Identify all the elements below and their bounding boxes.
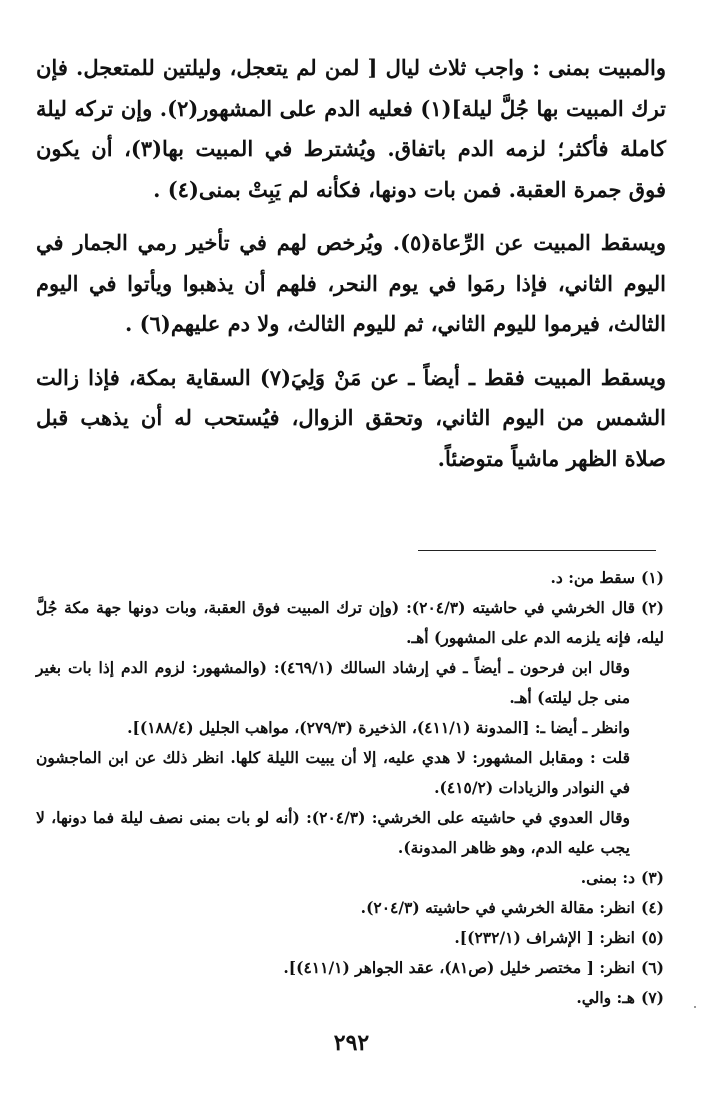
footnote-number: (١) <box>640 568 664 587</box>
paragraph-1: والمبيت بمنى : واجب ثلاث ليال [ لمن لم يتعجل، وليلتين للمتعجل. فإن ترك المبيت بها جُلَّ ليلة](١) فعليه الدم على المشهور(٢). وإن تركه ليلة كاملة فأكثر؛ لزمه الدم باتفاق. ويُشترط في المبيت بها(٣)، أن يكون فوق جمرة العقبة. فمن بات دونها، فكأنه لم يَبِتْ بمنى(٤) . <box>36 55 667 202</box>
footnote-1 <box>36 563 664 593</box>
page-number: ٢٩٢ <box>333 1030 370 1056</box>
footnote-number: (٦) <box>640 958 664 977</box>
footnote-text: سقط من: د. <box>550 568 635 587</box>
footnote-3 <box>36 863 664 893</box>
footnote-text: انظر: [ الإشراف (٢٣٢/١)]. <box>454 928 635 947</box>
footnote-2-paragraph: وقال العدوي في حاشيته على الخرشي: (٢٠٤/٣): (أنه لو بات بمنى نصف ليلة فما دونها، لا يجب عليه الدم، وهو ظاهر المدونة). <box>36 808 631 857</box>
footnote-number: (٧) <box>640 988 664 1007</box>
footnote-2-paragraph: وقال ابن فرحون ـ أيضاً ـ في إرشاد السالك (٤٦٩/١): (والمشهور: لزوم الدم إذا بات بغير منى جل ليلته) أهـ. <box>36 658 630 707</box>
footnote-5 <box>36 923 664 953</box>
main-text <box>36 48 666 492</box>
footnote-2 <box>36 593 664 653</box>
footnote-number: (٤) <box>640 898 664 917</box>
footnote-separator <box>418 550 656 551</box>
footnote-number: (٥) <box>640 928 664 947</box>
footnote-text: انظر: مقالة الخرشي في حاشيته (٢٠٤/٣). <box>360 898 635 917</box>
footnote-2-paragraph: قلت : ومقابل المشهور: لا هدي عليه، إلا أن يبيت الليلة كلها. انظر ذلك عن ابن الماجشون في النوادر والزيادات (٤١٥/٢). <box>36 748 630 797</box>
footnotes <box>36 563 664 1013</box>
footnote-6 <box>36 953 664 983</box>
footnote-number: (٣) <box>640 868 664 887</box>
footnote-number: (٢) <box>640 598 664 617</box>
footnote-text: قال الخرشي في حاشيته (٢٠٤/٣): (وإن ترك المبيت فوق العقبة، وبات دونها جهة مكة جُلَّ ليله، فإنه يلزمه الدم على المشهور) أهـ. <box>36 598 664 647</box>
footnote-text: هـ: والي. <box>576 988 635 1007</box>
footnote-text: انظر: [ مختصر خليل (ص٨١)، عقد الجواهر (٤١١/١)]. <box>283 958 635 977</box>
footnote-7 <box>36 983 664 1013</box>
footnote-2-paragraph: وانظر ـ أيضا ـ: [المدونة (٤١١/١)، الذخيرة (٢٧٩/٣)، مواهب الجليل (١٨٨/٤)]. <box>127 718 630 737</box>
footnote-4 <box>36 893 664 923</box>
footnote-text: د: بمنى. <box>580 868 635 887</box>
scan-speck <box>694 1006 696 1008</box>
paragraph-3: ويسقط المبيت فقط ـ أيضاً ـ عن مَنْ وَلِيَ(٧) السقاية بمكة، فإذا زالت الشمس من اليوم الثاني، وتحقق الزوال، فيُستحب له أن يذهب قبل صلاة الظهر ماشياً متوضئاً. <box>36 364 666 471</box>
paragraph-2: ويسقط المبيت عن الرِّعاة(٥). ويُرخص لهم في تأخير رمي الجمار في اليوم الثاني، فإذا رمَوا في يوم النحر، فلهم أن يذهبوا ويأتوا في اليوم الثالث، فيرموا لليوم الثاني، ثم لليوم الثالث، ولا دم عليهم(٦) . <box>36 230 666 336</box>
